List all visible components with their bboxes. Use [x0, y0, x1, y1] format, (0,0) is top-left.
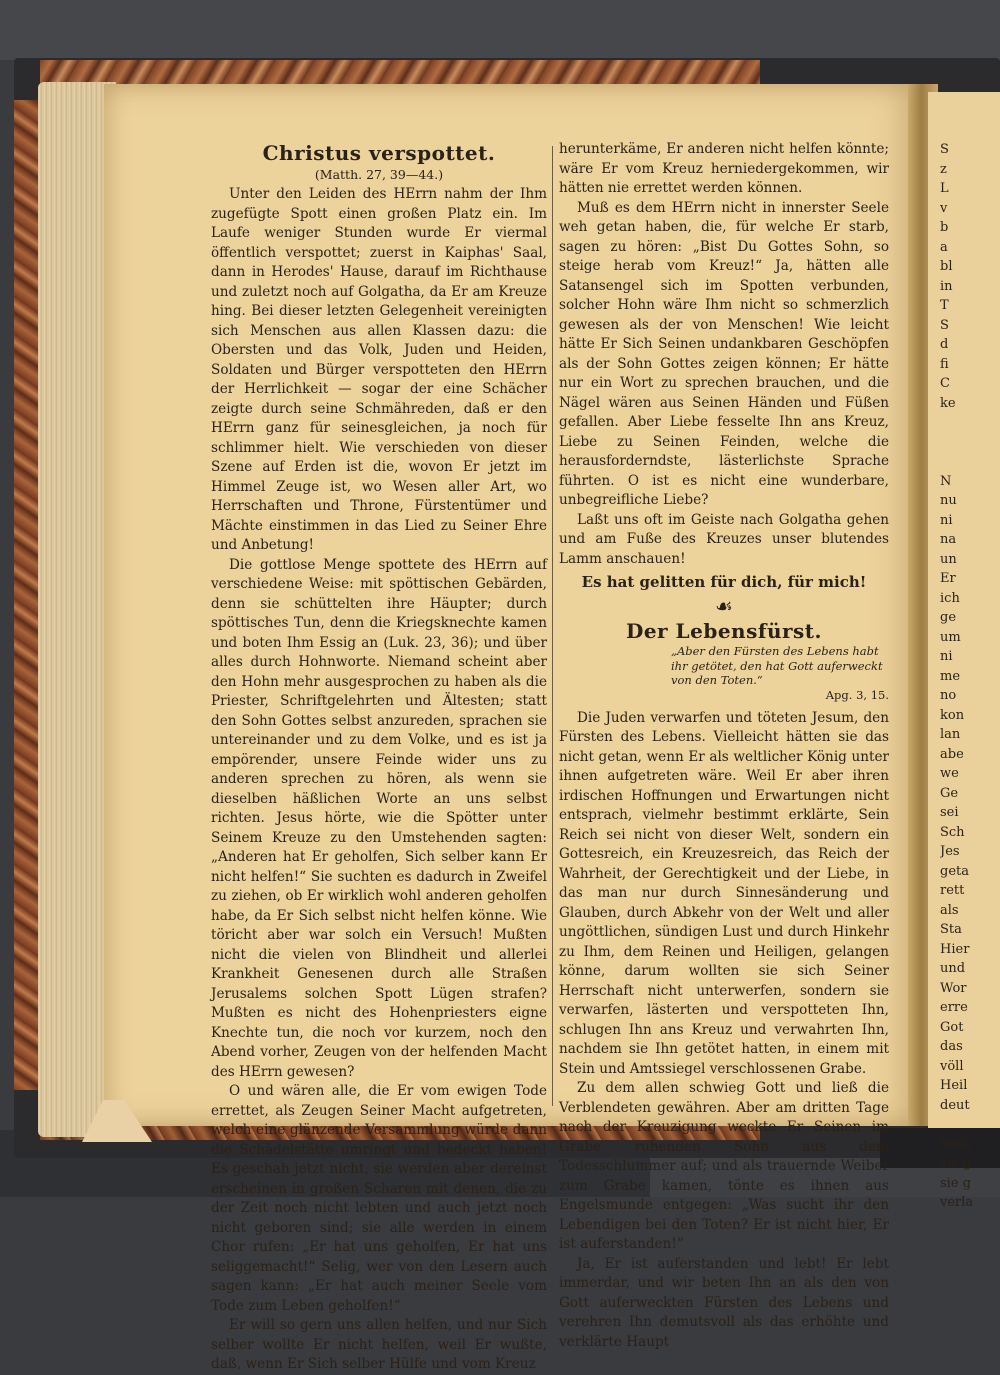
left-column [211, 140, 547, 1375]
article-title: Christus verspottet. [262, 141, 496, 165]
paragraph: Zu dem allen schwieg Gott und ließ die Verblendeten gewähren. Aber am dritten Tage nach der Kreuzigung weckte Er Seinen im Grabe ruhenden Sohn aus dem Todesschlummer auf; und als trauernde Weiber zum Grabe kamen, tönte es ihnen aus Engelsmunde entgegen: „Was sucht ihr den Lebendigen bei den Toten? Er ist nicht hier, Er ist auferstanden!“ [559, 1080, 889, 1252]
paragraph: herunterkäme, Er anderen nicht helfen könnte; wäre Er vom Kreuz herniedergekommen, wir hätten nie errettet werden können. [559, 141, 889, 196]
paragraph: Er will so gern uns allen helfen, und nur Sich selber wollte Er nicht helfen, weil Er wußte, daß, wenn Er Sich selber Hülfe und vom Kreuz [211, 1317, 547, 1372]
paragraph: O und wären alle, die Er vom ewigen Tode errettet, als Zeugen Seiner Macht aufgetreten, welch eine glänzende Versammlung würde dann die Schädelstätte umringt und bedeckt haben! Es geschah jetzt nicht, sie werden aber dereinst erscheinen in großen Scharen mit denen, die zu der Zeit noch nicht lebten und auch jetzt noch nicht geboren sind; sie alle werden in einem Chor rufen: „Er hat uns geholfen, Er hat uns seliggemacht!“ Selig, wer von den Lesern auch sagen kann: „Er hat auch meiner Seele vom Tode zum Leben geholfen!“ [211, 1083, 547, 1314]
paragraph: Die Juden verwarfen und töteten Jesum, den Fürsten des Lebens. Vielleicht hätten sie das nicht getan, wenn Er als weltlicher König unter ihnen aufgetreten wäre. Weil Er aber ihren irdischen Hoffnungen und Erwartungen nicht entsprach, vielmehr bestimmt erklärte, Sein Reich sei nicht von dieser Welt, sondern ein Gottesreich, ein Kreuzesreich, das Reich der Wahrheit, der Gerechtigkeit und der Liebe, in das man nur durch Sinnesänderung und Glauben, durch Abkehr von der Welt und aller ungöttlichen, sündigen Lust und durch Hinkehr zu Ihm, dem Reinen und Heiligen, gelangen könne, darum wollten sie sich Seiner Herrschaft nicht unterwerfen, sondern sie verwarfen, lästerten und verspotteten Ihn, schlugen Ihn ans Kreuz und verwahrten Ihn, nachdem sie Ihn getötet hatten, in einem mit Stein und Amtssiegel verschlossenen Grabe. [559, 709, 889, 1077]
scripture-reference: (Matth. 27, 39—44.) [314, 167, 444, 182]
column-divider [552, 146, 553, 1106]
epigraph: „Aber den Fürsten des Lebens habt ihr getötet, den hat Gott auferweckt von den Toten.“ [671, 644, 883, 687]
epigraph-reference: Apg. 3, 15. [825, 687, 889, 702]
backdrop [0, 0, 1000, 60]
motto: Es hat gelitten für dich, für mich! [581, 573, 867, 591]
ornament-icon: ☙ [715, 593, 733, 618]
paragraph: Unter den Leiden des HErrn nahm der Ihm zugefügte Spott einen großen Platz ein. Im Laufe weniger Stunden wurde Er viermal öffentlich verspottet; zuerst in Kaiphas' Saal, dann in Herodes' Hause, darauf im Richthause und zuletzt noch auf Golgatha, da Er am Kreuze hing. Bei dieser letzten Gelegenheit vereinigten sich Menschen aus allen Klassen dazu: die Obersten und das Volk, Juden und Heiden, Soldaten und Bürger verspotteten den HErrn der Herrlichkeit — sogar der eine Schächer zeigte durch seine Schmähreden, daß er den HErrn ganz für seinesgleichen, ja noch für schlimmer hielt. Wie verschieden von dieser Szene auf Erden ist die, wovon Er jetzt im Himmel Zeuge ist, wo Wesen aller Art, wo Herrschaften und Throne, Fürstentümer und Mächte einstimmen in das Lied zu Seiner Ehre und Anbetung! [211, 186, 547, 553]
section-title: Der Lebensfürst. [625, 619, 822, 643]
facing-page-text: S z L v b a bl in T S d fi C ke N nu ni na un Er ich ge um ni me no kon lan abe we Ge sei Sch Jes geta rett als Sta Hier und Wor erre Got das völl Heil deut heils sie g sie g verla [940, 142, 974, 1210]
paragraph: Die gottlose Menge spottete des HErrn auf verschiedene Weise: mit spöttischen Gebärden, denn sie schüttelten ihre Häupter; durch spöttisches Tun, denn die Kriegsknechte kamen und boten Ihm Essig an (Luk. 23, 36); und über alles durch Hohnworte. Niemand scheint aber den Hohn mehr ausgesprochen zu haben als die Priester, Schriftgelehrten und Ältesten; statt den Sohn Gottes selbst anzureden, sprachen sie untereinander und zu dem Volke, und es ist ja empörender, unsere Feinde wider uns zu anderen sprechen zu hören, als wenn sie dieselben häßlichen Worte an uns selbst richten. Jesus hörte, wie die Spötter unter Seinem Kreuze zu den Umstehenden sagten: „Anderen hat Er geholfen, Sich selber kann Er nicht helfen!“ Sie suchten es dadurch in Zweifel zu ziehen, ob Er wirklich wohl anderen geholfen habe, da Er Sich selbst nicht helfen könne. Wie töricht aber war solch ein Versuch! Mußten nicht die vielen von Blindheit und allerlei Krankheit Genesenen durch alle Straßen Jerusalems solchen Spott Lügen strafen? Mußten es nicht des Hohenpriesters eigne Knechte tun, die noch vor kurzem, noch den Abend vorher, Zeugen von der helfenden Macht des HErrn gewesen? [211, 556, 547, 1080]
paragraph: Ja, Er ist auferstanden und lebt! Er lebt immerdar, und wir beten Ihn an als den von Gott auferweckten Fürsten des Lebens und verehren Ihn demutsvoll als das erhöhte und verklärte Haupt [559, 1255, 889, 1350]
right-column [559, 140, 889, 1352]
marbled-cover-top [40, 60, 760, 86]
paragraph: Muß es dem HErrn nicht in innerster Seele weh getan haben, die, für welche Er starb, sagen zu hören: „Bist Du Gottes Sohn, so steige herab vom Kreuz!“ Ja, hätten alle Satansengel sich im Spotten verbunden, solcher Hohn wäre Ihm nicht so schmerzlich gewesen als der von Menschen! Wie leicht hätte Er Sich Seinen undankbaren Geschöpfen als der Sohn Gottes zeigen können; Er hätte nur ein Wort zu sprechen brauchen, und die Nägel wären aus Seinen Händen und Füßen gefallen. Aber Liebe fesselte Ihn ans Kreuz, Liebe zu Seinen Feinden, welche die herausforderndste, lästerlichste Sprache führten. O ist es nicht eine wunderbare, unbegreifliche Liebe? [559, 199, 889, 508]
paragraph: Laßt uns oft im Geiste nach Golgatha gehen und am Fuße des Kreuzes unser blutendes Lamm anschauen! [559, 511, 889, 567]
